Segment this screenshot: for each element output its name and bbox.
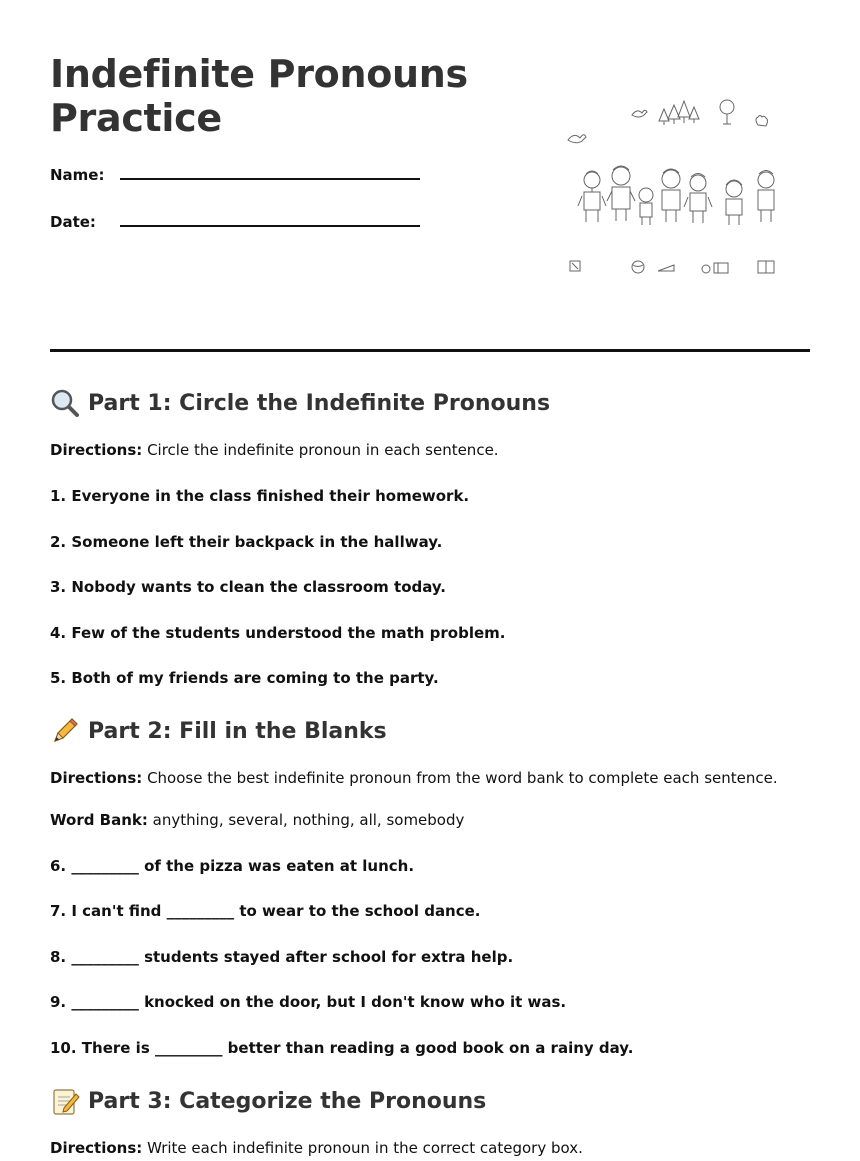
date-line[interactable] [120, 225, 420, 227]
word-bank-label: Word Bank: [50, 811, 148, 829]
children-illustration [560, 95, 790, 285]
bird-icon-2 [632, 110, 647, 117]
question-6: 6. _________ of the pizza was eaten at lunch. [50, 857, 415, 875]
part3-heading-text: Part 3: Categorize the Pronouns [88, 1088, 487, 1114]
memo-icon [50, 1086, 80, 1116]
hand-icon [756, 116, 768, 127]
question-10: 10. There is _________ better than reading a good book on a rainy day. [50, 1039, 634, 1057]
part3-directions-text: Write each indefinite pronoun in the correct category box. [147, 1139, 583, 1157]
header-divider [50, 349, 810, 352]
word-bank [50, 811, 464, 829]
part2-directions-text: Choose the best indefinite pronoun from the word bank to complete each sentence. [147, 769, 778, 787]
date-label: Date: [50, 213, 96, 231]
question-8: 8. _________ students stayed after school for extra help. [50, 948, 514, 966]
children-row [578, 166, 774, 225]
question-7: 7. I can't find _________ to wear to the school dance. [50, 902, 481, 920]
question-2: 2. Someone left their backpack in the hallway. [50, 533, 443, 551]
part1-directions-label: Directions: [50, 441, 143, 459]
question-3: 3. Nobody wants to clean the classroom today. [50, 578, 446, 596]
school-items [570, 261, 774, 273]
word-bank-words: anything, several, nothing, all, somebody [152, 811, 465, 829]
tree-icon [720, 100, 734, 124]
part3-heading [50, 1086, 486, 1116]
part3-directions-label: Directions: [50, 1139, 143, 1157]
trees-icon [659, 101, 699, 125]
pencil-icon [50, 716, 80, 746]
question-5: 5. Both of my friends are coming to the party. [50, 669, 439, 687]
name-label: Name: [50, 166, 105, 184]
question-1: 1. Everyone in the class finished their homework. [50, 487, 470, 505]
part1-directions [50, 441, 499, 459]
name-line[interactable] [120, 178, 420, 180]
part2-directions-label: Directions: [50, 769, 143, 787]
part2-heading-text: Part 2: Fill in the Blanks [88, 718, 387, 744]
question-4: 4. Few of the students understood the math problem. [50, 624, 506, 642]
title-line-2: Practice [50, 96, 222, 140]
bird-icon-1 [568, 135, 586, 143]
date-field [50, 213, 96, 231]
part1-directions-text: Circle the indefinite pronoun in each sentence. [147, 441, 499, 459]
part3-directions [50, 1139, 583, 1157]
name-field [50, 166, 104, 184]
part1-heading [50, 388, 550, 418]
part2-directions [50, 769, 778, 787]
magnifying-glass-icon [50, 388, 80, 418]
title-line-1: Indefinite Pronouns [50, 52, 468, 96]
part2-heading [50, 716, 387, 746]
part1-heading-text: Part 1: Circle the Indefinite Pronouns [88, 390, 551, 416]
page-title [50, 52, 468, 140]
question-9: 9. _________ knocked on the door, but I don't know who it was. [50, 993, 567, 1011]
